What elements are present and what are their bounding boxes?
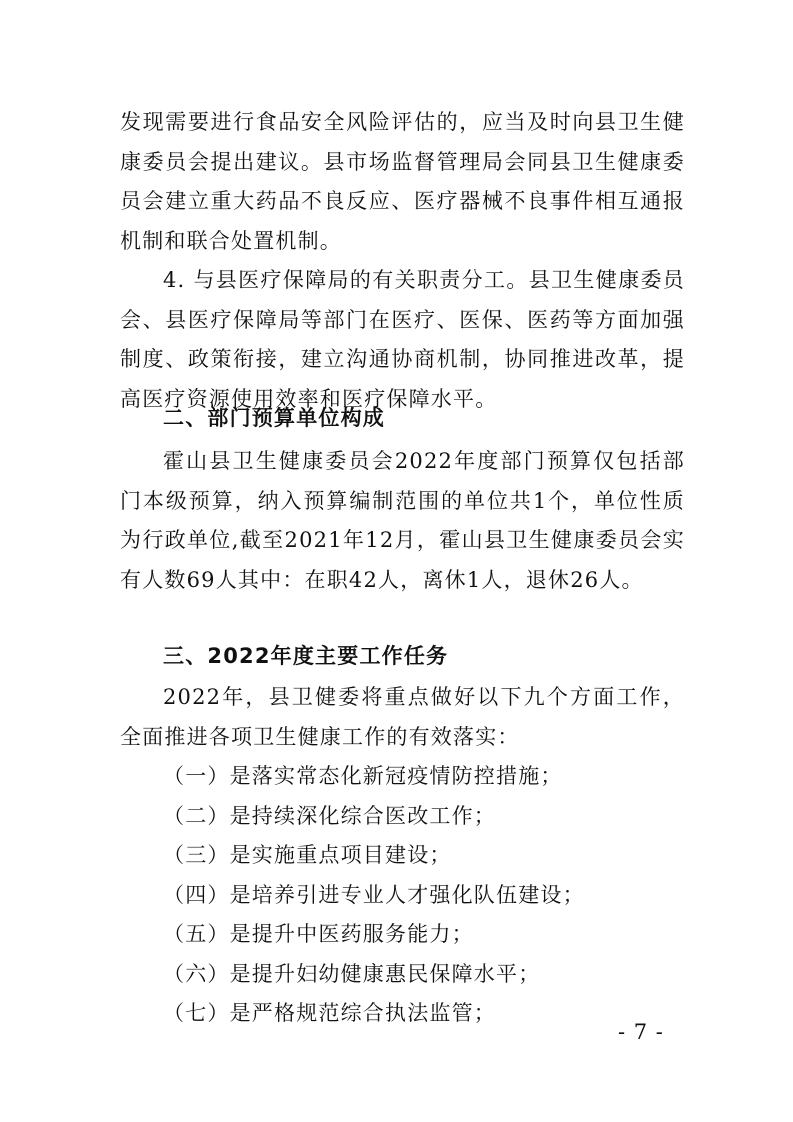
task-item: （四）是培养引进专业人才强化队伍建设； xyxy=(163,883,585,907)
task-item: （一）是落实常态化新冠疫情防控措施； xyxy=(163,764,563,788)
task-item: （三）是实施重点项目建设； xyxy=(163,843,452,867)
paragraph-tasks-intro: 2022年，县卫健委将重点做好以下九个方面工作，全面推进各项卫生健康工作的有效落实： xyxy=(120,685,685,749)
task-item: （五）是提升中医药服务能力； xyxy=(163,922,474,946)
heading-main-tasks: 三、2022年度主要工作任务 xyxy=(163,644,449,668)
task-item: （二）是持续深化综合医改工作； xyxy=(163,804,496,828)
paragraph-budget-units: 霍山县卫生健康委员会2022年度部门预算仅包括部门本级预算，纳入预算编制范围的单位共1个，单位性质为行政单位,截至2021年12月，霍山县卫生健康委员会实有人数69人其中：在职42人，离休1人，退休26人。 xyxy=(120,449,685,592)
paragraph-food-safety: 发现需要进行食品安全风险评估的，应当及时向县卫生健康委员会提出建议。县市场监督管理局会同县卫生健康委员会建立重大药品不良反应、医疗器械不良事件相互通报机制和联合处置机制。 xyxy=(120,110,685,253)
task-item: （七）是严格规范综合执法监管； xyxy=(163,1001,496,1025)
task-item: （六）是提升妇幼健康惠民保障水平； xyxy=(163,962,541,986)
heading-budget-units: 二、部门预算单位构成 xyxy=(163,406,385,430)
page-number: - 7 - xyxy=(618,1020,664,1044)
paragraph-medical-security-division: 4. 与县医疗保障局的有关职责分工。县卫生健康委员会、县医疗保障局等部门在医疗、医保、医药等方面加强制度、政策衔接，建立沟通协商机制，协同推进改革，提高医疗资源使用效率和医疗保障水平。 xyxy=(120,268,685,411)
